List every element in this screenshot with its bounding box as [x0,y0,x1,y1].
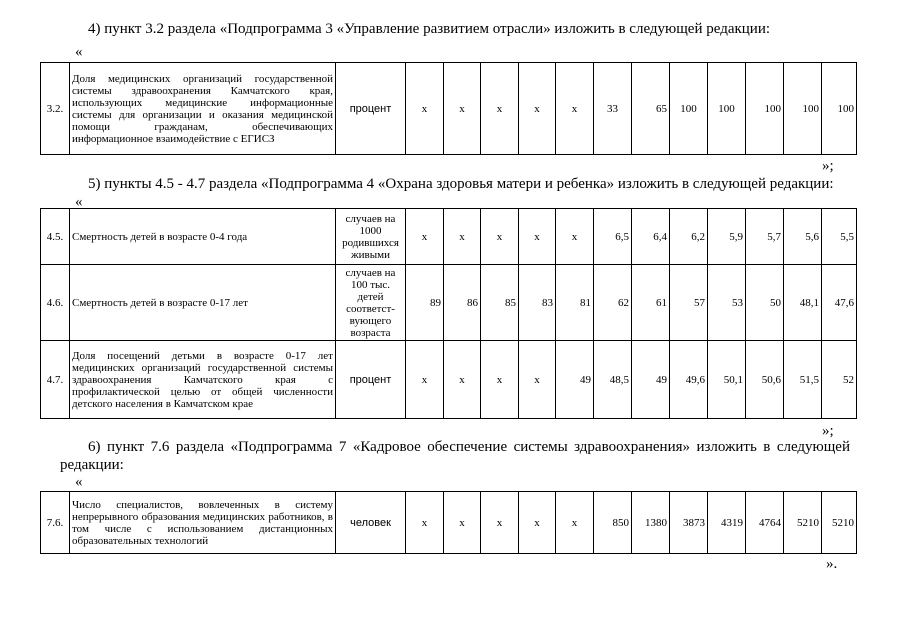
value-cell: 1380 [632,492,670,554]
indicator-description: Доля посещений детьми в возрасте 0-17 лет медицинских организаций государственной системы здравоохранения Камчатского края с профилактической целью от общей численности детского населения в Камчатском крае [70,341,336,419]
value-cell: 83 [519,265,556,341]
value-cell: 5210 [822,492,857,554]
value-cell: x [556,209,594,265]
value-cell: 50,6 [746,341,784,419]
value-cell: 5,7 [746,209,784,265]
value-cell: 49 [556,341,594,419]
indicator-description: Число специалистов, вовлеченных в систему непрерывного образования медицинских работников, в том числе с использованием дистанционных образовательных технологий [70,492,336,554]
value-cell: 33 [594,63,632,155]
section7-open-quote: « [75,474,83,490]
section4-table [40,208,857,419]
value-cell: x [556,63,594,155]
value-cell: x [556,492,594,554]
value-cell: 4319 [708,492,746,554]
indicator-description: Доля медицинских организаций государственной системы здравоохранения Камчатского края, использующих медицинские информационные системы для организации и оказания медицинской помощи гражданам, обеспечивающих информационное взаимодействие с ЕГИСЗ [70,63,336,155]
value-cell: x [481,492,519,554]
unit-of-measure: процент [336,63,406,155]
value-cell: x [444,492,481,554]
row-number: 4.5. [41,209,70,265]
value-cell: x [444,209,481,265]
row-number: 4.6. [41,265,70,341]
section7-heading: 6) пункт 7.6 раздела «Подпрограмма 7 «Кадровое обеспечение системы здравоохранения» изложить в следующей редакции: [60,439,850,473]
value-cell: x [406,63,444,155]
value-cell: x [519,341,556,419]
value-cell: x [406,492,444,554]
value-cell: 49 [632,341,670,419]
value-cell: 52 [822,341,857,419]
value-cell: 51,5 [784,341,822,419]
section7-close-quote: ». [826,556,838,572]
value-cell: x [406,209,444,265]
unit-of-measure: процент [336,341,406,419]
value-cell: 5210 [784,492,822,554]
value-cell: 48,1 [784,265,822,341]
value-cell: 49,6 [670,341,708,419]
value-cell: x [519,63,556,155]
table-row [41,341,857,419]
value-cell: 100 [746,63,784,155]
value-cell: x [444,341,481,419]
value-cell: 100 [670,63,708,155]
table-row [41,265,857,341]
unit-of-measure: случаев на 1000 родившихся живыми [336,209,406,265]
table-row [41,492,857,554]
value-cell: 6,4 [632,209,670,265]
value-cell: 81 [556,265,594,341]
value-cell: 48,5 [594,341,632,419]
row-number: 4.7. [41,341,70,419]
unit-of-measure: случаев на 100 тыс. детей соответст-вующего возраста [336,265,406,341]
value-cell: 86 [444,265,481,341]
section3-table [40,62,857,155]
value-cell: 100 [708,63,746,155]
section3-open-quote: « [75,44,83,60]
value-cell: 5,5 [822,209,857,265]
value-cell: x [519,209,556,265]
indicator-description: Смертность детей в возрасте 0-4 года [70,209,336,265]
value-cell: 62 [594,265,632,341]
value-cell: 65 [632,63,670,155]
section4-close-quote: »; [822,423,834,439]
value-cell: 89 [406,265,444,341]
value-cell: 6,2 [670,209,708,265]
value-cell: 3873 [670,492,708,554]
value-cell: 61 [632,265,670,341]
value-cell: 5,6 [784,209,822,265]
value-cell: 100 [784,63,822,155]
value-cell: x [481,209,519,265]
unit-of-measure: человек [336,492,406,554]
row-number: 7.6. [41,492,70,554]
section4-open-quote: « [75,194,83,210]
value-cell: x [519,492,556,554]
value-cell: 50 [746,265,784,341]
section3-close-quote: »; [822,158,834,174]
section7-table [40,491,857,554]
value-cell: x [406,341,444,419]
value-cell: 100 [822,63,857,155]
value-cell: 850 [594,492,632,554]
value-cell: 47,6 [822,265,857,341]
value-cell: 4764 [746,492,784,554]
value-cell: 6,5 [594,209,632,265]
value-cell: 5,9 [708,209,746,265]
value-cell: x [444,63,481,155]
section3-heading: 4) пункт 3.2 раздела «Подпрограмма 3 «Управление развитием отрасли» изложить в следующей редакции: [88,21,771,37]
section4-heading: 5) пункты 4.5 - 4.7 раздела «Подпрограмма 4 «Охрана здоровья матери и ребенка» изложить в следующей редакции: [88,176,834,192]
indicator-description: Смертность детей в возрасте 0-17 лет [70,265,336,341]
row-number: 3.2. [41,63,70,155]
value-cell: 53 [708,265,746,341]
table-row [41,209,857,265]
value-cell: 85 [481,265,519,341]
value-cell: x [481,63,519,155]
value-cell: x [481,341,519,419]
value-cell: 57 [670,265,708,341]
value-cell: 50,1 [708,341,746,419]
table-row [41,63,857,155]
